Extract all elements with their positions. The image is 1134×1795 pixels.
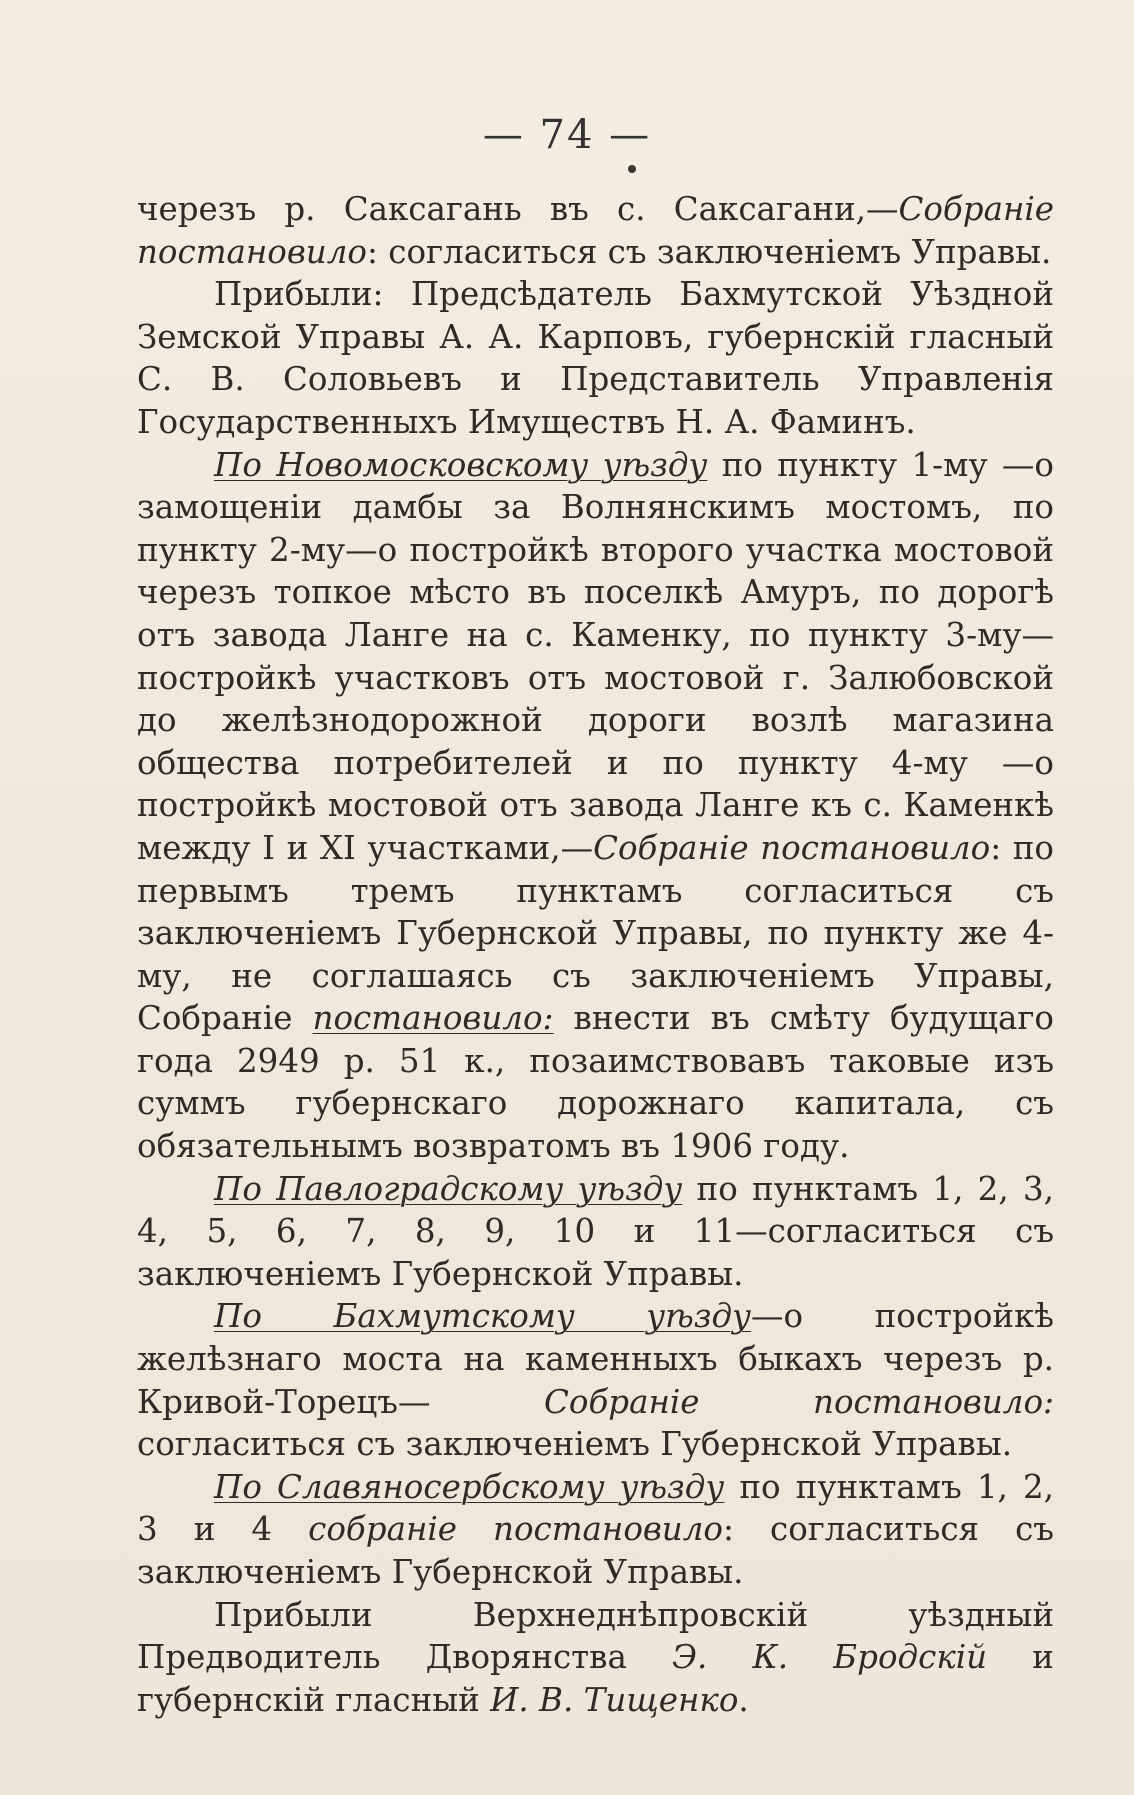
- text-run: и губернскій гласный: [137, 1638, 1054, 1719]
- paragraph-arrivals-bakhmut: [137, 273, 1054, 443]
- text-run: по пунктамъ 1, 2, 3, 4, 5, 6, 7, 8, 9, 10 и 11—согласиться съ заключеніемъ Губернской Управы.: [137, 1169, 1054, 1293]
- paragraph-pavlograd-district: [137, 1168, 1054, 1296]
- text-run: : согласиться съ заключеніемъ Губернской Управы.: [137, 1510, 1054, 1591]
- paragraph-arrivals-verkhnedneprovsk: [137, 1594, 1054, 1722]
- italic-phrase: собраніе постановило: [308, 1510, 723, 1549]
- italic-phrase: Собраніе постановило: [137, 190, 1054, 271]
- text-run: по пункту 1-му —о замощеніи дамбы за Волнянскимъ мостомъ, по пункту 2-му—о постройкѣ второго участка мостовой черезъ топкое мѣсто въ поселкѣ Амуръ, по дорогѣ отъ завода Ланге на с. Каменку, по пункту 3-му—постройкѣ участковъ отъ мостовой г. Залюбовской до желѣзнодорожной дороги возлѣ магазина общества потребителей и по пункту 4-му —о постройкѣ мостовой отъ завода Ланге къ с. Каменкѣ между I и XI участками,—: [137, 445, 1055, 867]
- paragraph-continuation: [137, 188, 1054, 273]
- italic-phrase: Э. К. Бродскій: [672, 1638, 988, 1677]
- district-heading: По Славяносербскому уѣзду: [214, 1467, 725, 1506]
- district-heading: постановило:: [312, 999, 554, 1038]
- paragraph-slavyanoserbsk-district: [137, 1466, 1054, 1594]
- text-run: согласиться съ заключеніемъ Губернской Управы.: [137, 1425, 1013, 1464]
- text-run: Прибыли: Предсѣдатель Бахмутской Уѣздной Земской Управы А. А. Карповъ, губернскій гласный С. В. Соловьевъ и Представитель Управленія Государственныхъ Имуществъ Н. А. Фаминъ.: [137, 275, 1054, 441]
- text-run: —о постройкѣ желѣзнаго моста на каменныхъ быкахъ черезъ р. Кривой-Торецъ—: [137, 1297, 1054, 1421]
- district-heading: По Бахмутскому уѣзду: [214, 1297, 751, 1336]
- italic-phrase: И. В. Тищенко: [490, 1680, 739, 1719]
- text-run: по пунктамъ 1, 2, 3 и 4: [137, 1467, 1054, 1549]
- text-run: .: [738, 1680, 749, 1719]
- ink-dot: [628, 165, 636, 173]
- body-text: [137, 188, 1054, 1721]
- district-heading: По Павлоградскому уѣзду: [214, 1169, 683, 1208]
- paragraph-novomoskovsk-district: [137, 444, 1054, 1168]
- text-run: Прибыли Верхнеднѣпровскій уѣздный Предводитель Дворянства: [137, 1595, 1054, 1677]
- text-run: внести въ смѣту будущаго года 2949 р. 51 к., позаимствовавъ таковые изъ суммъ губернскаго дорожнаго капитала, съ обязательнымъ возвратомъ въ 1906 году.: [137, 999, 1054, 1166]
- page-number: — 74 —: [482, 112, 652, 158]
- paragraph-bakhmut-district: [137, 1295, 1054, 1465]
- text-run: : по первымъ тремъ пунктамъ согласиться съ заключеніемъ Губернской Управы, по пункту же 4-му, не соглашаясь съ заключеніемъ Управы, Собраніе: [137, 828, 1054, 1038]
- italic-phrase: Собраніе постановило: [593, 828, 991, 867]
- text-run: : согласиться съ заключеніемъ Управы.: [366, 232, 1052, 271]
- district-heading: По Новомосковскому уѣзду: [214, 445, 708, 484]
- italic-phrase: Собраніе постановило:: [544, 1382, 1054, 1421]
- text-run: черезъ р. Саксагань въ с. Саксагани,—: [137, 190, 899, 228]
